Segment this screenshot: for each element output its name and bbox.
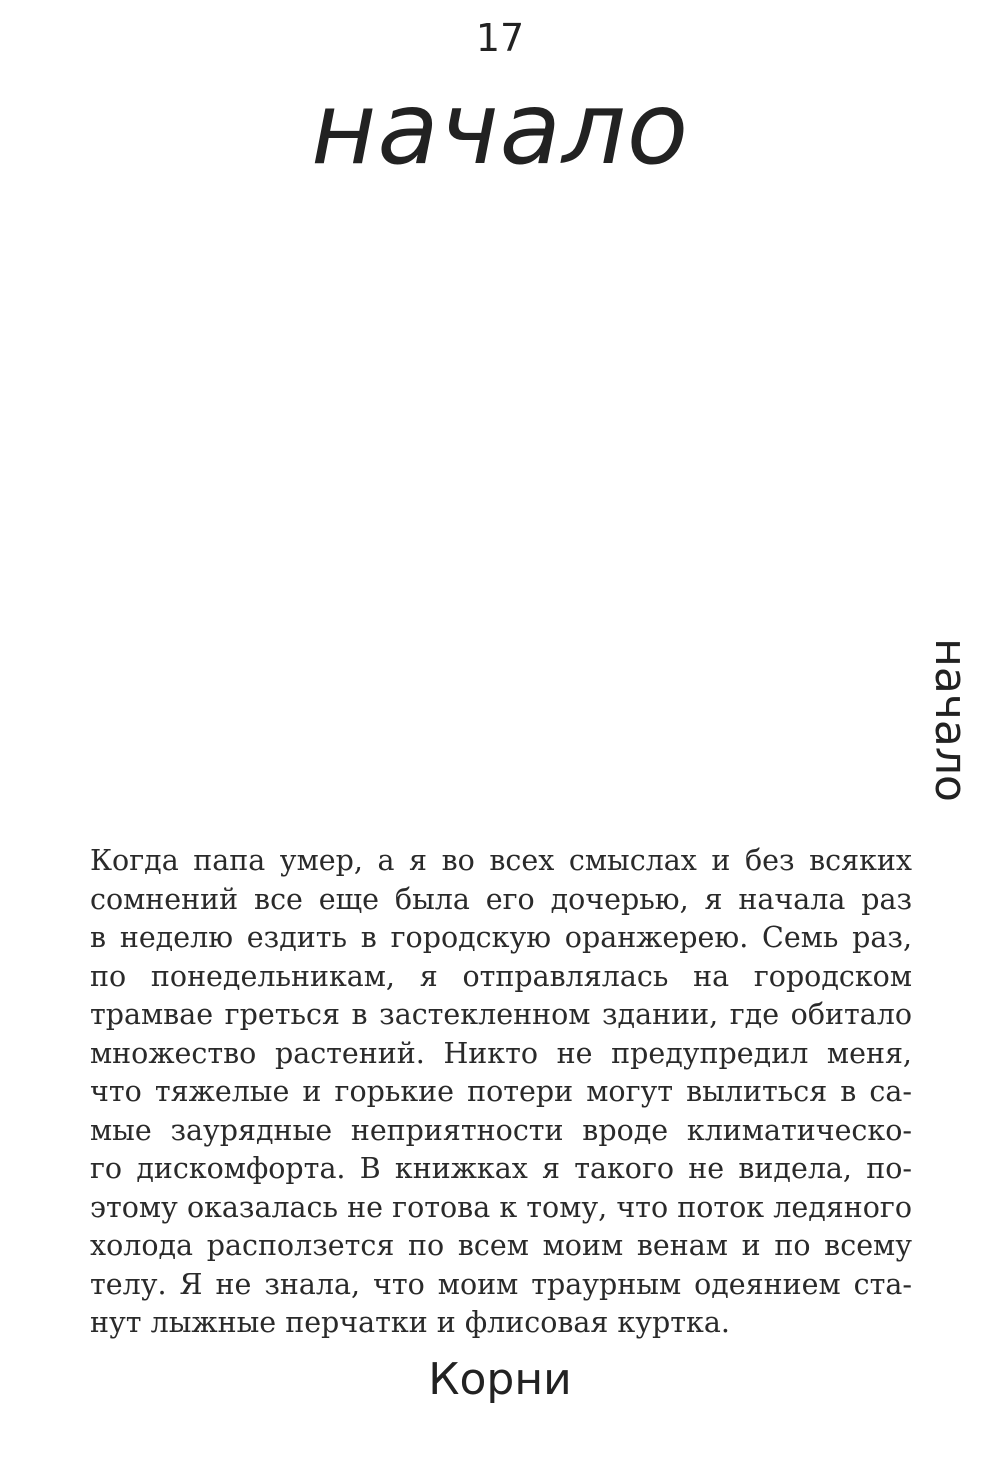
body-line: сомнений все еще была его дочерью, я начала раз (90, 882, 912, 916)
side-running-title: начало (925, 638, 976, 802)
body-line: по понедельникам, я отправлялась на городском (90, 959, 912, 993)
body-line: этому оказалась не готова к тому, что поток ледяного (90, 1190, 912, 1224)
body-line: мые заурядные неприятности вроде климатическо- (90, 1113, 912, 1147)
body-line: телу. Я не знала, что моим траурным одеянием ста- (90, 1267, 912, 1301)
body-line: множество растений. Никто не предупредил меня, (90, 1036, 912, 1070)
body-paragraph (90, 842, 912, 1343)
section-footer: Корни (428, 1354, 572, 1405)
body-line: нут лыжные перчатки и флисовая куртка. (90, 1306, 730, 1339)
body-line: холода расползется по всем моим венам и по всему (90, 1229, 912, 1262)
body-line: в неделю ездить в городскую оранжерею. Семь раз, (90, 921, 912, 954)
body-line: трамвае греться в застекленном здании, где обитало (90, 998, 912, 1031)
page-number: 17 (475, 16, 525, 60)
chapter-title: начало (310, 70, 690, 187)
body-line: го дискомфорта. В книжках я такого не видела, по- (90, 1152, 912, 1185)
body-line: Когда папа умер, а я во всех смыслах и без всяких (90, 844, 912, 877)
body-line: что тяжелые и горькие потери могут вылиться в са- (90, 1075, 912, 1108)
